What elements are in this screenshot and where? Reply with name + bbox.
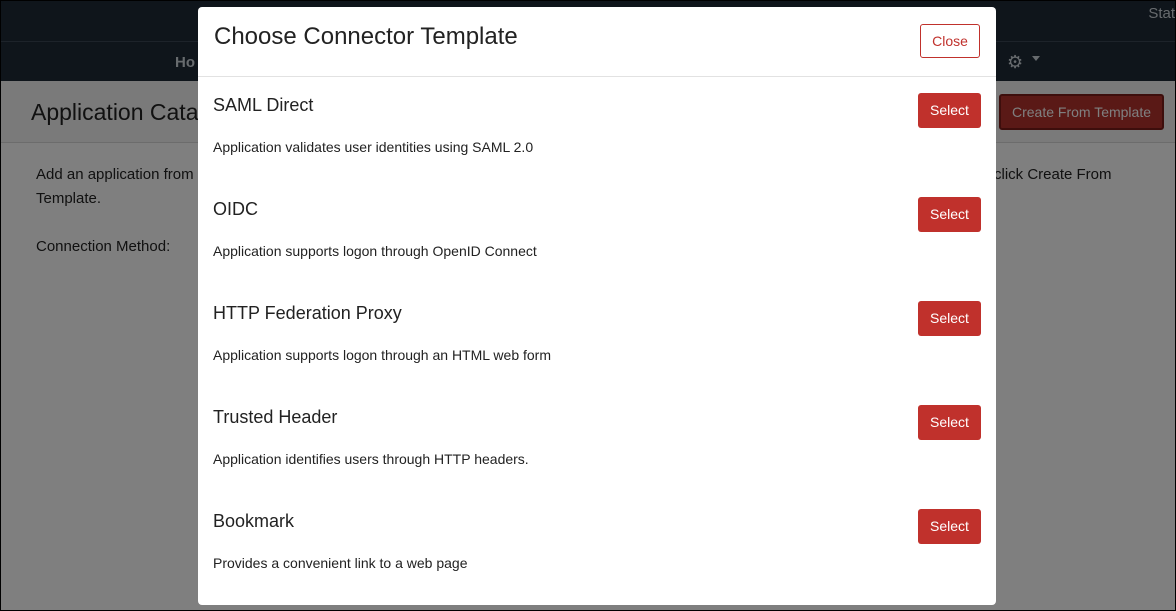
- template-description: Application supports logon through OpenID Connect: [213, 243, 537, 259]
- dialog-title: Choose Connector Template: [214, 23, 518, 50]
- template-name: Bookmark: [213, 511, 295, 531]
- select-button[interactable]: Select: [918, 301, 981, 336]
- connector-template-dialog: [198, 7, 996, 605]
- template-description: Provides a convenient link to a web page: [213, 555, 468, 571]
- template-item-http-federation-proxy: [198, 285, 996, 389]
- template-name: Trusted Header: [213, 407, 338, 427]
- template-item-oidc: [198, 181, 996, 285]
- template-name: SAML Direct: [213, 95, 314, 115]
- template-item-saml-direct: [198, 77, 996, 181]
- template-item-trusted-header: [198, 389, 996, 493]
- select-button[interactable]: Select: [918, 93, 981, 128]
- select-button[interactable]: Select: [918, 509, 981, 544]
- template-name: HTTP Federation Proxy: [213, 303, 402, 323]
- dialog-header: [198, 7, 996, 77]
- template-description: Application identifies users through HTTP headers.: [213, 451, 529, 467]
- template-item-bookmark: [198, 493, 996, 597]
- template-description: Application supports logon through an HTML web form: [213, 347, 551, 363]
- template-description: Application validates user identities using SAML 2.0: [213, 139, 534, 155]
- close-button[interactable]: Close: [920, 24, 980, 58]
- template-name: OIDC: [213, 199, 258, 219]
- select-button[interactable]: Select: [918, 405, 981, 440]
- select-button[interactable]: Select: [918, 197, 981, 232]
